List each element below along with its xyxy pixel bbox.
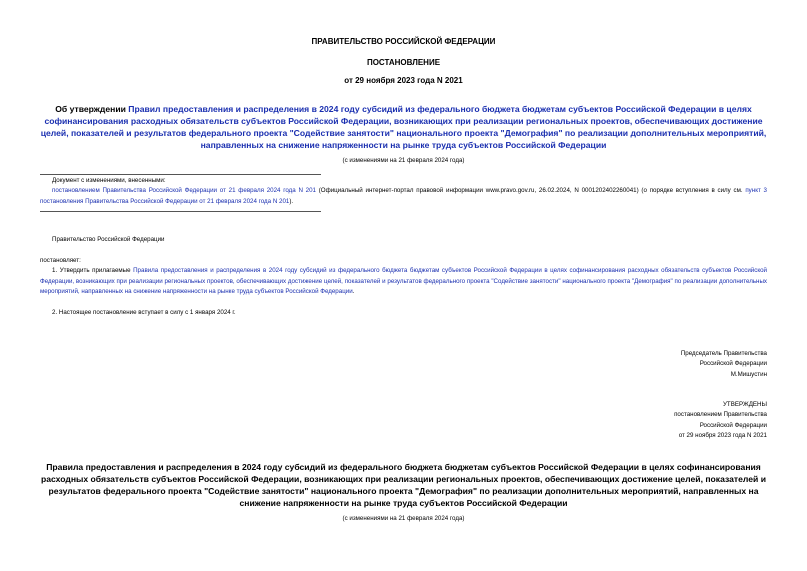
approval-resolution: постановлением Правительства [674,411,767,419]
amendment-entry-link[interactable]: пункт 3 постановления Правительства Российской Федерации от 21 февраля 2024 года N 201 [40,187,767,205]
government-heading: ПРАВИТЕЛЬСТВО РОССИЙСКОЙ ФЕДЕРАЦИИ [311,37,496,46]
signature-name: М.Мишустин [730,370,767,378]
approval-heading: УТВЕРЖДЕНЫ [723,401,767,408]
rules-amended-note: (с изменениями на 21 февраля 2024 года) [342,515,465,522]
signature-country: Российской Федерации [699,360,767,368]
amendment-source: (Официальный интернет-портал правовой информации www.pravo.gov.ru, 26.02.2024, N 0001202402260041) (о порядке вступления в силу см. [315,187,746,194]
document-type: ПОСТАНОВЛЕНИЕ [366,58,441,67]
amended-note: (с изменениями на 21 февраля 2024 года) [342,157,465,164]
title-prefix: Об утверждении [55,104,129,114]
divider-bottom [40,211,321,212]
changes-list [40,186,767,207]
rules-title: Правила предоставления и распределения в 2024 году субсидий из федерального бюджета бюджетам субъектов Российской Федерации в целях софинансирования расходных обязательств субъектов Российской Федерации, возникающих при реализации региональных проектов, обеспечивающих достижение целей, показателей и результатов федерального проекта "Содействие занятости" национального проекта "Демография" по реализации дополнительных мероприятий, направленных на снижение напряженности на рынке труда субъектов Российской Федерации [40,462,766,508]
paragraph-2: 2. Настоящее постановление вступает в силу с 1 января 2024 г. [52,309,236,316]
document-title [30,103,777,151]
divider-top [40,174,321,175]
resolves-line: постановляет: [40,257,81,264]
government-line: Правительство Российской Федерации [52,236,165,243]
paragraph-1-suffix: . [352,288,355,295]
approval-country: Российской Федерации [699,421,767,429]
signature-title: Председатель Правительства [680,350,767,357]
rules-link[interactable]: Правила предоставления и распределения в 2024 году субсидий из федерального бюджета бюджетам субъектов Российской Федерации в целях софинансирования расходных обязательств субъектов Российской Федерации, возникающих при реализации региональных проектов, обеспечивающих достижение целей, показателей и результатов федерального проекта "Содействие занятости" национального проекта "Демография" по реализации дополнительных мероприятий, направленных на снижение напряженности на рынке труда субъектов Российской Федерации [40,267,768,295]
title-rules-link[interactable]: Правил предоставления и распределения в 2024 году субсидий из федерального бюджета бюджетам субъектов Российской Федерации в целях софинансирования расходных обязательств субъектов Российской Федерации, возникающих при реализации региональных проектов, обеспечивающих достижение целей, показателей и результатов федерального проекта "Содействие занятости" национального проекта "Демография" по реализации дополнительных мероприятий, направленных на снижение напряженности на рынке труда субъектов Российской Федерации [40,104,767,150]
approval-block [674,400,767,441]
signature-block [681,349,767,380]
approval-date: от 29 ноября 2023 года N 2021 [678,431,767,439]
amendment-link[interactable]: постановлением Правительства Российской Федерации от 21 февраля 2024 года N 201 [52,187,316,194]
document-date-number: от 29 ноября 2023 года N 2021 [344,76,463,85]
paragraph-1-prefix: 1. Утвердить прилагаемые [52,267,134,274]
changes-heading: Документ с изменениями, внесенными: [52,177,166,184]
amendment-close: ). [289,197,294,205]
paragraph-1 [40,266,767,298]
